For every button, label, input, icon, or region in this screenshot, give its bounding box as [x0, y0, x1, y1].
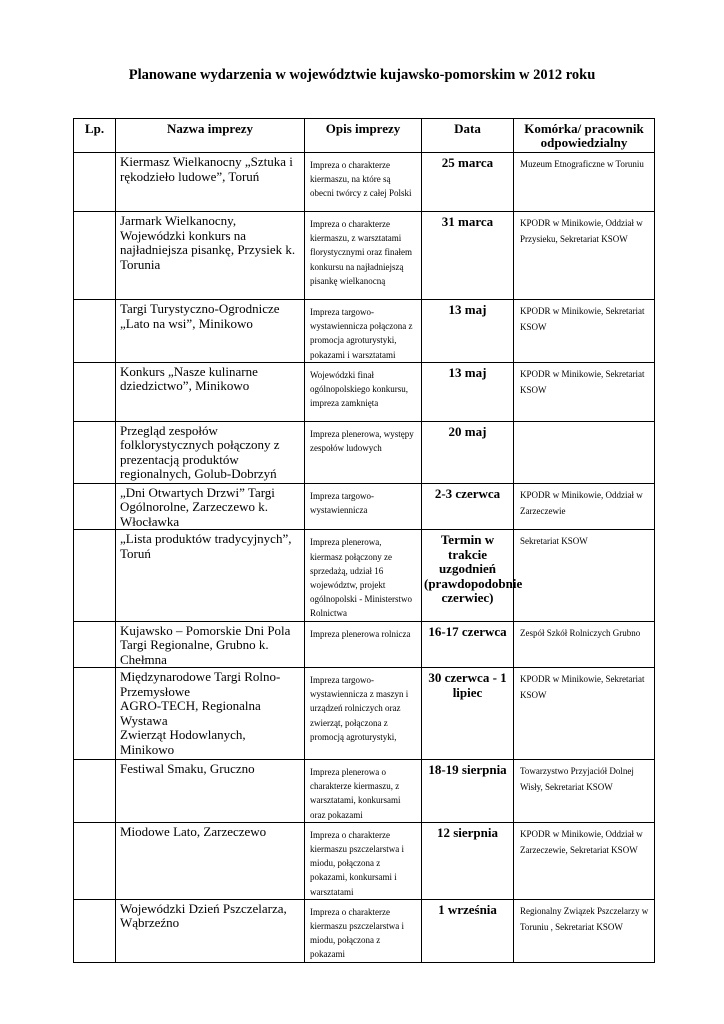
cell-lp	[74, 621, 116, 668]
cell-lp	[74, 822, 116, 899]
cell-event-description: Impreza plenerowa, występy zespołów ludowych	[305, 421, 422, 483]
cell-event-date: 30 czerwca - 1 lipiec	[422, 668, 514, 760]
cell-lp	[74, 899, 116, 962]
cell-responsible: Towarzystwo Przyjaciół Dolnej Wisły, Sekretariat KSOW	[514, 760, 655, 823]
cell-event-name: „Dni Otwartych Drzwi” Targi Ogólnorolne, Zarzeczewo k. Włocławka	[116, 483, 305, 530]
cell-event-date: 13 maj	[422, 362, 514, 421]
cell-event-description: Impreza plenerowa o charakterze kiermaszu, z warsztatami, konkursami oraz pokazami	[305, 760, 422, 823]
table-row	[74, 362, 655, 421]
cell-event-name: Konkurs „Nasze kulinarne dziedzictwo”, Minikowo	[116, 362, 305, 421]
cell-responsible: Sekretariat KSOW	[514, 530, 655, 621]
table-row	[74, 153, 655, 212]
cell-lp	[74, 300, 116, 363]
table-row	[74, 421, 655, 483]
cell-event-name: Międzynarodowe Targi Rolno-Przemysłowe AGRO-TECH, Regionalna Wystawa Zwierząt Hodowlanych, Minikowo	[116, 668, 305, 760]
cell-responsible: KPODR w Minikowie, Sekretariat KSOW	[514, 668, 655, 760]
cell-lp	[74, 483, 116, 530]
cell-event-name: Przegląd zespołów folklorystycznych połączony z prezentacją produktów regionalnych, Golub-Dobrzyń	[116, 421, 305, 483]
cell-event-date: 2-3 czerwca	[422, 483, 514, 530]
cell-lp	[74, 530, 116, 621]
cell-event-name: Jarmark Wielkanocny, Wojewódzki konkurs na najładniejsza pisankę, Przysiek k. Torunia	[116, 212, 305, 300]
cell-event-name: Wojewódzki Dzień Pszczelarza, Wąbrzeźno	[116, 899, 305, 962]
cell-event-description: Impreza o charakterze kiermaszu, z warsztatami florystycznymi oraz finałem konkursu na najładniejszą pisankę wielkanocną	[305, 212, 422, 300]
table-row	[74, 899, 655, 962]
header-date: Data	[422, 119, 514, 153]
cell-event-name: Miodowe Lato, Zarzeczewo	[116, 822, 305, 899]
cell-event-description: Impreza o charakterze kiermaszu pszczelarstwa i miodu, połączona z pokazami	[305, 899, 422, 962]
cell-event-date: 25 marca	[422, 153, 514, 212]
cell-event-description: Impreza plenerowa rolnicza	[305, 621, 422, 668]
cell-event-date: 13 maj	[422, 300, 514, 363]
cell-event-date: 12 sierpnia	[422, 822, 514, 899]
cell-event-description: Impreza targowo-wystawiennicza z maszyn i urządzeń rolniczych oraz zwierząt, połączona z promocją agroturystyki,	[305, 668, 422, 760]
cell-responsible: Muzeum Etnograficzne w Toruniu	[514, 153, 655, 212]
cell-event-date: 31 marca	[422, 212, 514, 300]
table-row	[74, 483, 655, 530]
cell-lp	[74, 421, 116, 483]
cell-responsible: KPODR w Minikowie, Oddział w Zarzeczewie	[514, 483, 655, 530]
cell-event-name: Targi Turystyczno-Ogrodnicze „Lato na wsi”, Minikowo	[116, 300, 305, 363]
table-header-row	[74, 119, 655, 153]
table-row	[74, 668, 655, 760]
cell-responsible	[514, 421, 655, 483]
cell-event-description: Impreza targowo-wystawiennicza	[305, 483, 422, 530]
header-lp: Lp.	[74, 119, 116, 153]
cell-event-description: Impreza o charakterze kiermaszu pszczelarstwa i miodu, połączona z pokazami, konkursami i warsztatami	[305, 822, 422, 899]
cell-event-date: 18-19 sierpnia	[422, 760, 514, 823]
cell-event-date: 16-17 czerwca	[422, 621, 514, 668]
cell-responsible: Zespół Szkół Rolniczych Grubno	[514, 621, 655, 668]
cell-event-name: Kujawsko – Pomorskie Dni Pola Targi Regionalne, Grubno k. Chełmna	[116, 621, 305, 668]
table-row	[74, 621, 655, 668]
table-row	[74, 530, 655, 621]
cell-event-description: Impreza plenerowa, kiermasz połączony ze sprzedażą, udział 16 województw, projekt ogólnopolski - Ministerstwo Rolnictwa	[305, 530, 422, 621]
header-description: Opis imprezy	[305, 119, 422, 153]
header-name: Nazwa imprezy	[116, 119, 305, 153]
header-responsible: Komórka/ pracownik odpowiedzialny	[514, 119, 655, 153]
cell-event-date: 20 maj	[422, 421, 514, 483]
cell-event-name: Kiermasz Wielkanocny „Sztuka i rękodzieło ludowe”, Toruń	[116, 153, 305, 212]
cell-event-name: „Lista produktów tradycyjnych”, Toruń	[116, 530, 305, 621]
cell-lp	[74, 212, 116, 300]
events-table	[73, 118, 655, 963]
cell-lp	[74, 362, 116, 421]
cell-event-description: Wojewódzki finał ogólnopolskiego konkursu, impreza zamknięta	[305, 362, 422, 421]
cell-event-date: Termin w trakcie uzgodnień (prawdopodobnie czerwiec)	[422, 530, 514, 621]
cell-lp	[74, 668, 116, 760]
cell-event-description: Impreza targowo-wystawiennicza połączona z promocja agroturystyki, pokazami i warsztatami	[305, 300, 422, 363]
cell-lp	[74, 153, 116, 212]
table-row	[74, 760, 655, 823]
cell-responsible: Regionalny Związek Pszczelarzy w Toruniu , Sekretariat KSOW	[514, 899, 655, 962]
document-title: Planowane wydarzenia w województwie kujawsko-pomorskim w 2012 roku	[128, 67, 596, 83]
cell-responsible: KPODR w Minikowie, Sekretariat KSOW	[514, 300, 655, 363]
cell-event-name: Festiwal Smaku, Gruczno	[116, 760, 305, 823]
cell-lp	[74, 760, 116, 823]
cell-event-date: 1 września	[422, 899, 514, 962]
table-row	[74, 212, 655, 300]
cell-responsible: KPODR w Minikowie, Sekretariat KSOW	[514, 362, 655, 421]
table-row	[74, 300, 655, 363]
table-row	[74, 822, 655, 899]
cell-responsible: KPODR w Minikowie, Oddział w Przysieku, Sekretariat KSOW	[514, 212, 655, 300]
cell-event-description: Impreza o charakterze kiermaszu, na które są obecni twórcy z całej Polski	[305, 153, 422, 212]
cell-responsible: KPODR w Minikowie, Oddział w Zarzeczewie, Sekretariat KSOW	[514, 822, 655, 899]
